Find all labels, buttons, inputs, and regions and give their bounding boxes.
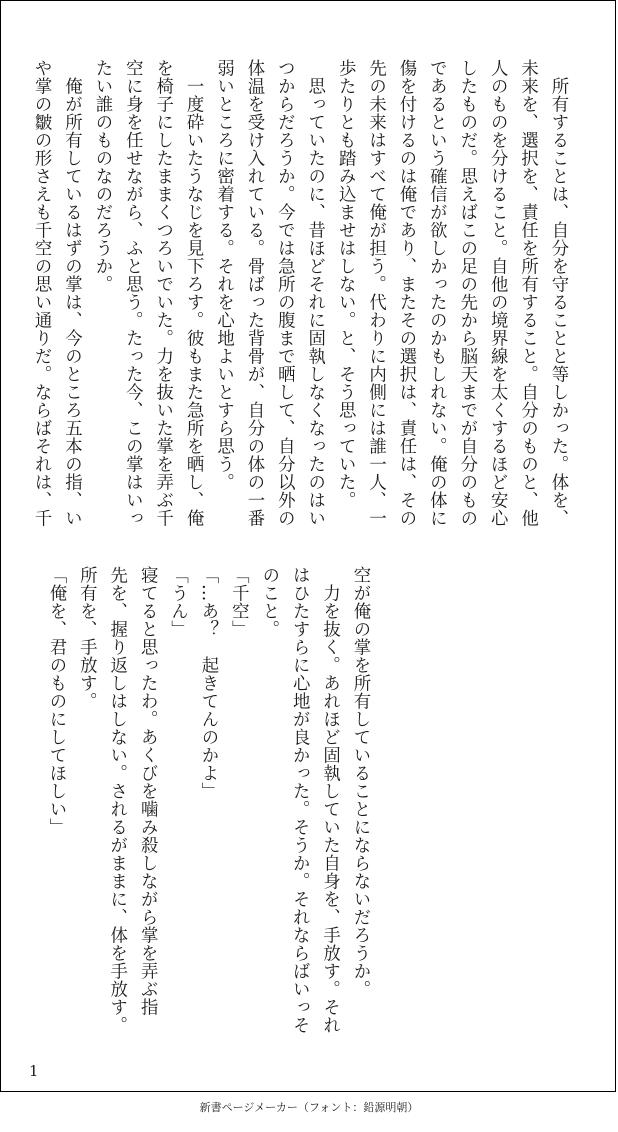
text-line: 思っていたのに、昔ほどそれに固執しなくなったのはい: [304, 59, 325, 527]
text-line: 歩たりとも踏み込ませはしない。と、そう思っていた。: [335, 59, 356, 509]
text-line: 弱いところに密着する。それを心地よいとすら思う。: [213, 59, 234, 491]
text-line: や掌の皺の形さえも千空の思い通りだ。ならばそれは、千: [31, 59, 52, 527]
text-line: 先の未来はすべて俺が担う。代わりに内側には誰一人、一: [365, 59, 386, 527]
page-number: 1: [29, 1062, 39, 1080]
text-line: 空に身を任せながら、ふと思う。たった今、この掌はいっ: [122, 59, 143, 527]
text-line: 所有することは、自分を守ることと等しかった。体を、: [548, 59, 568, 527]
text-line: を椅子にしたままくつろいでいた。力を抜いた掌を弄ぶ千: [152, 59, 173, 527]
text-line: 「うん」: [167, 566, 188, 638]
footer-caption: 新書ページメーカー（フォント：鉛源明朝）: [199, 1101, 419, 1114]
text-line: はひたすらに心地が良かった。そうか。それならばいっそ: [289, 566, 310, 1034]
text-line: たい誰のものなのだろうか。: [91, 59, 112, 293]
text-line: 先を、握り返しはしない。されるがままに、体を手放す。: [106, 566, 127, 1034]
text-line: つからだろうか。今では急所の腹まで晒して、自分以外の: [274, 59, 295, 527]
upper-text-block: [26, 59, 573, 529]
text-line: 「俺を、君のものにしてほしい」: [45, 566, 66, 836]
text-line: 力を抜く。あれほど固執していた自身を、手放す。それ: [319, 566, 340, 1034]
text-line: 寝てると思ったわ。あくびを噛み殺しながら掌を弄ぶ指: [137, 566, 158, 1016]
text-line: のこと。: [258, 566, 279, 638]
text-line: 傷を付けるのは俺であり、またその選択は、責任は、その: [395, 59, 416, 527]
text-line: 俺が所有しているはずの掌は、今のところ五本の指、い: [61, 59, 82, 527]
text-line: 体温を受け入れている。骨ばった背骨が、自分の体の一番: [243, 59, 264, 527]
text-line: 「千空」: [228, 566, 249, 638]
text-line: 空が俺の掌を所有していることにならないだろうか。: [350, 566, 370, 998]
text-line: 人のものを分けること。自他の境界線を太くするほど安心: [487, 59, 508, 527]
text-line: したものだ。思えばこの足の先から脳天までが自分のもの: [456, 59, 477, 527]
text-line: であるという確信が欲しかったのかもしれない。俺の体に: [426, 59, 447, 527]
text-line: 未来を、選択を、責任を所有すること。自分のものと、他: [517, 59, 538, 527]
text-line: 「…あ？ 起きてんのかよ」: [197, 566, 218, 800]
text-line: 所有を、手放す。: [76, 566, 97, 710]
text-line: 一度砕いたうなじを見下ろす。彼もまた急所を晒し、俺: [183, 59, 204, 527]
lower-text-block: [41, 566, 375, 1036]
